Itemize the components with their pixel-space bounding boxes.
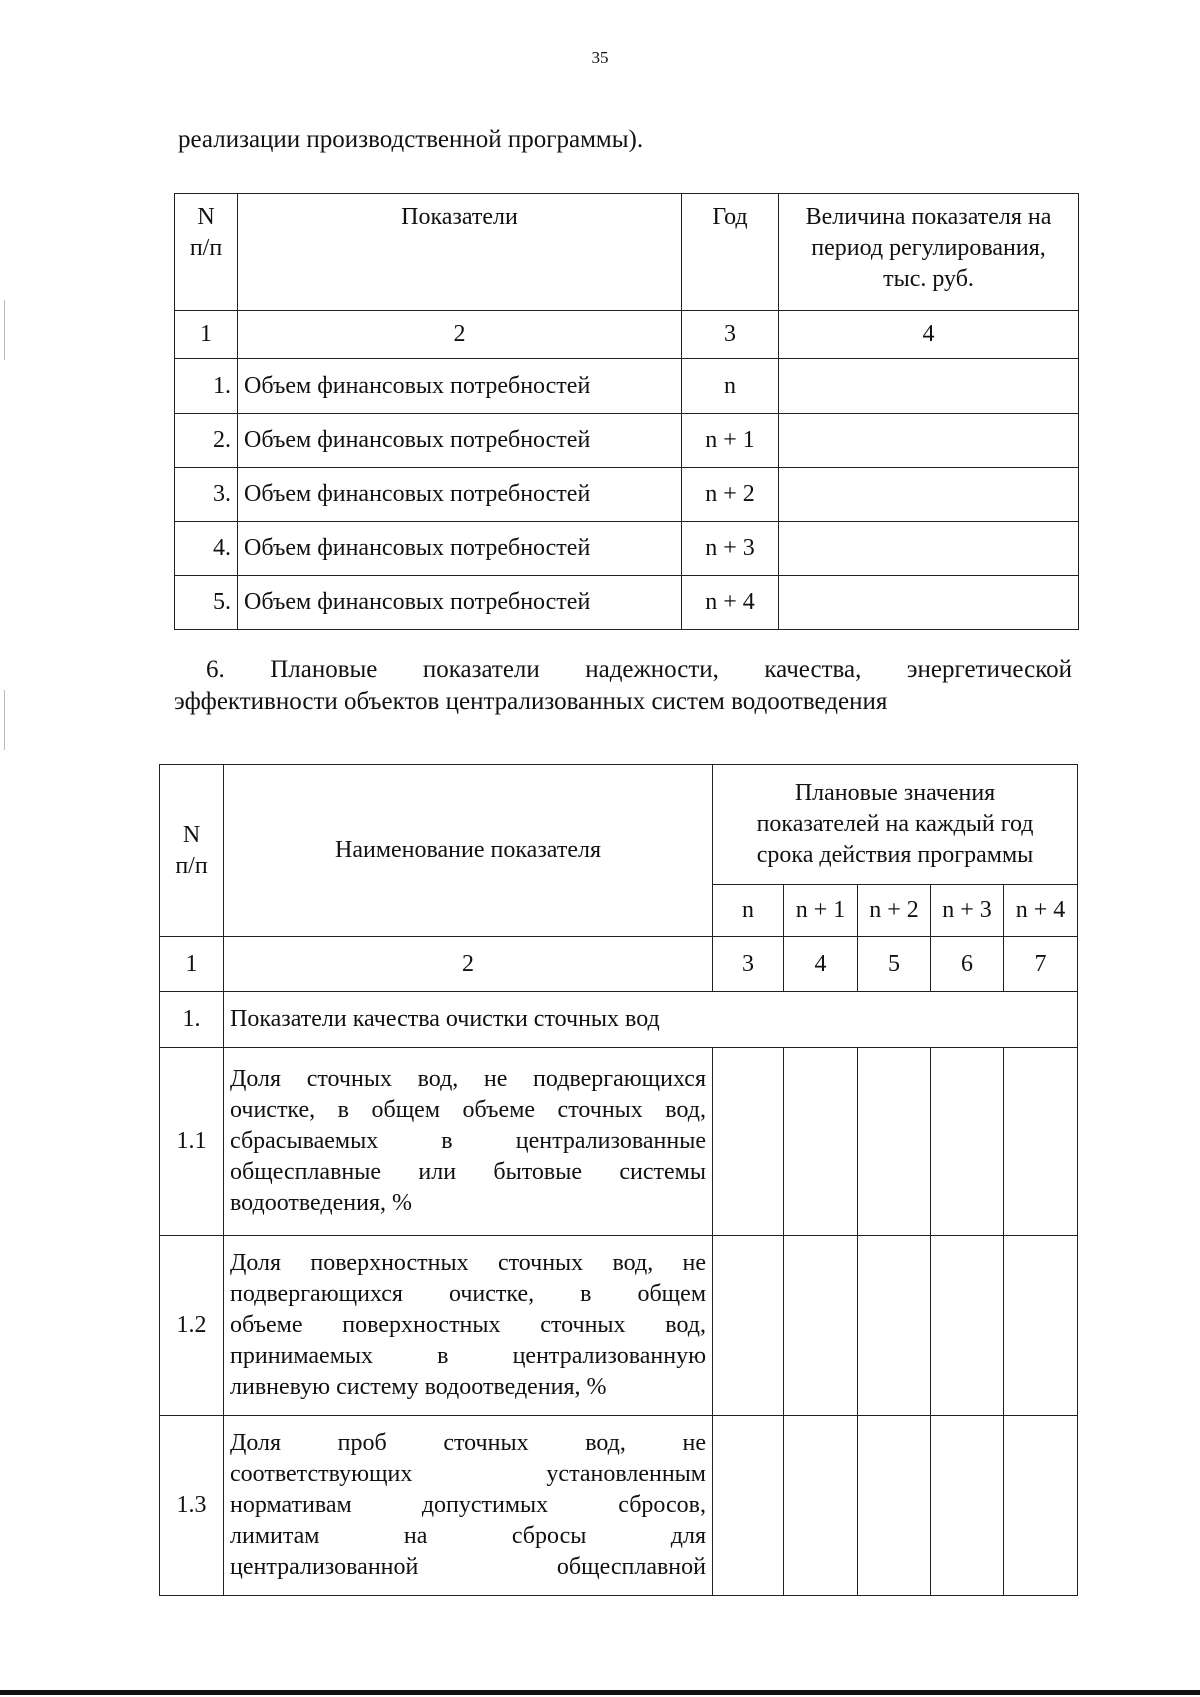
row-num: 1.3 (160, 1416, 224, 1596)
table1-colnum-row (175, 311, 1079, 359)
row-indicator: Объем финансовых потребностей (238, 522, 682, 576)
header-num: N п/п (160, 765, 224, 937)
scan-edge-mark (4, 690, 5, 750)
colnum: 4 (779, 311, 1079, 359)
colnum: 2 (238, 311, 682, 359)
page-number: 35 (591, 48, 609, 67)
scan-bottom-edge (0, 1690, 1200, 1695)
row-num: 1. (175, 359, 238, 414)
planned-indicators-table (159, 764, 1078, 1596)
header-indicator: Показатели (238, 194, 682, 311)
header-year: n (713, 885, 784, 937)
row-value (779, 576, 1079, 630)
row-indicator: Объем финансовых потребностей (238, 414, 682, 468)
row-num: 1.1 (160, 1048, 224, 1236)
colnum: 3 (713, 937, 784, 992)
intro-text: реализации производственной программы). (178, 126, 644, 153)
table1-header-row (175, 194, 1079, 311)
row-num: 1.2 (160, 1236, 224, 1416)
colnum: 4 (784, 937, 858, 992)
header-year: n + 1 (784, 885, 858, 937)
table-row (175, 414, 1079, 468)
colnum: 1 (160, 937, 224, 992)
header-num: N п/п (175, 194, 238, 311)
financial-needs-table (174, 193, 1079, 630)
group-row (160, 992, 1078, 1048)
row-indicator: Объем финансовых потребностей (238, 468, 682, 522)
table-row (160, 1416, 1078, 1596)
table-row (160, 1236, 1078, 1416)
colnum: 3 (682, 311, 779, 359)
colnum: 5 (858, 937, 931, 992)
scan-edge-mark (4, 300, 5, 360)
row-name: Доля сточных вод, не подвергающихся очистке, в общем объеме сточных вод, сбрасываемых в централизованные общесплавные или бытовые системы водоотведения, % (224, 1048, 713, 1236)
row-value (779, 414, 1079, 468)
group-num: 1. (160, 992, 224, 1048)
header-planned-values: Плановые значения показателей на каждый год срока действия программы (713, 765, 1078, 885)
header-year: n + 3 (931, 885, 1004, 937)
row-year: n + 1 (682, 414, 779, 468)
table-row (175, 576, 1079, 630)
group-title: Показатели качества очистки сточных вод (224, 992, 1078, 1048)
table-row (175, 359, 1079, 414)
row-year: n (682, 359, 779, 414)
colnum: 7 (1004, 937, 1078, 992)
row-indicator: Объем финансовых потребностей (238, 359, 682, 414)
row-year: n + 3 (682, 522, 779, 576)
row-num: 3. (175, 468, 238, 522)
row-value (779, 468, 1079, 522)
table-row (175, 522, 1079, 576)
colnum: 1 (175, 311, 238, 359)
header-name: Наименование показателя (224, 765, 713, 937)
row-value (779, 522, 1079, 576)
row-indicator: Объем финансовых потребностей (238, 576, 682, 630)
row-name: Доля проб сточных вод, не соответствующих установленным нормативам допустимых сбросов, лимитам на сбросы для централизованной общесплавной (224, 1416, 713, 1596)
row-name: Доля поверхностных сточных вод, не подвергающихся очистке, в общем объеме поверхностных сточных вод, принимаемых в централизованную ливневую систему водоотведения, % (224, 1236, 713, 1416)
colnum: 2 (224, 937, 713, 992)
header-year: n + 4 (1004, 885, 1078, 937)
section-6-heading: 6. Плановые показатели надежности, качества, энергетической эффективности объектов централизованных систем водоотведения (174, 656, 1072, 715)
header-year: n + 2 (858, 885, 931, 937)
row-year: n + 2 (682, 468, 779, 522)
header-value: Величина показателя на период регулирования, тыс. руб. (779, 194, 1079, 311)
row-value (779, 359, 1079, 414)
table2-header-row (160, 765, 1078, 885)
row-num: 4. (175, 522, 238, 576)
row-year: n + 4 (682, 576, 779, 630)
row-num: 2. (175, 414, 238, 468)
table-row (160, 1048, 1078, 1236)
row-num: 5. (175, 576, 238, 630)
header-year: Год (682, 194, 779, 311)
colnum: 6 (931, 937, 1004, 992)
table2-colnum-row (160, 937, 1078, 992)
table-row (175, 468, 1079, 522)
